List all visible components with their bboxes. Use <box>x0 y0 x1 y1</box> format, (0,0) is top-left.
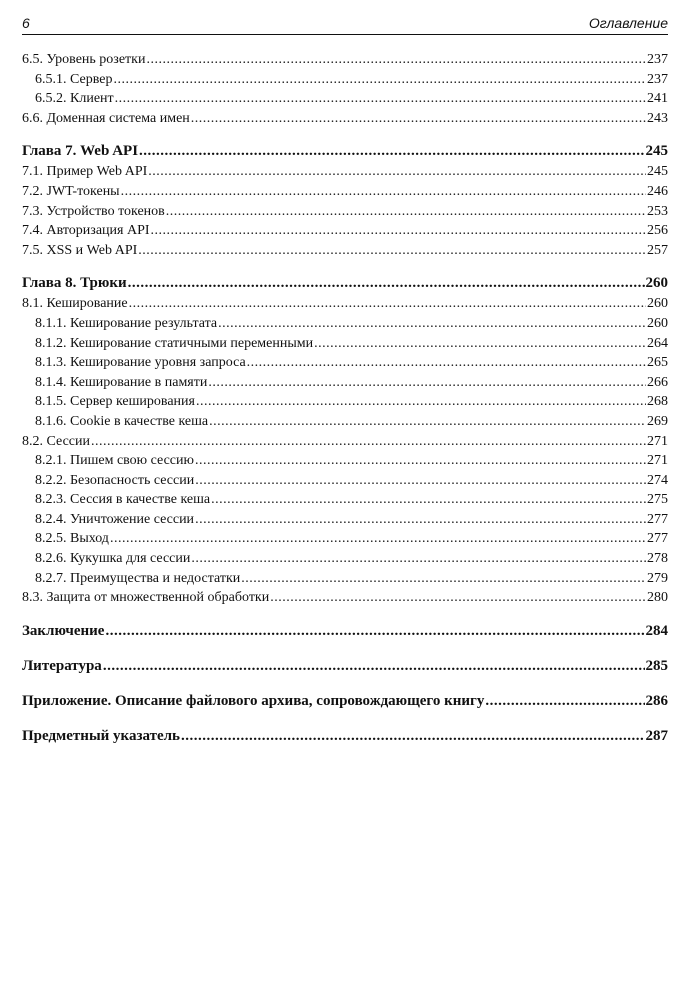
toc-entry[interactable] <box>22 490 668 510</box>
dot-leader <box>91 432 646 452</box>
toc-entry-title: 8.2. Сессии <box>22 433 90 449</box>
dot-leader <box>485 690 644 712</box>
toc-entry-page: 279 <box>647 570 668 586</box>
toc-entry[interactable] <box>22 182 668 202</box>
toc-entry[interactable] <box>22 588 668 608</box>
toc-entry-title: 7.5. XSS и Web API <box>22 242 138 258</box>
toc-entry-page: 278 <box>647 551 668 567</box>
dot-leader <box>138 241 646 261</box>
toc-entry-page: 269 <box>647 413 668 429</box>
toc-entry-page: 284 <box>645 622 668 639</box>
dot-leader <box>103 655 645 677</box>
page-number: 6 <box>22 15 30 31</box>
page-header <box>22 14 668 35</box>
toc-entry[interactable] <box>22 451 668 471</box>
dot-leader <box>113 70 646 90</box>
toc-entry[interactable] <box>22 241 668 261</box>
toc-entry-page: 280 <box>647 590 668 606</box>
toc-entry-title: 8.2.1. Пишем свою сессию <box>35 453 194 469</box>
toc-entry[interactable] <box>22 334 668 354</box>
dot-leader <box>148 162 646 182</box>
dot-leader <box>151 221 646 241</box>
toc-entry-page: 257 <box>647 242 668 258</box>
toc-entry-page: 260 <box>647 296 668 312</box>
toc-entry[interactable] <box>22 353 668 373</box>
toc-entry-page: 245 <box>645 143 668 160</box>
toc-entry-title: 8.1.3. Кеширование уровня запроса <box>35 355 246 371</box>
toc-chapter-entry[interactable] <box>22 690 668 712</box>
toc-chapter-entry[interactable] <box>22 140 668 162</box>
toc-entry[interactable] <box>22 471 668 491</box>
dot-leader <box>115 89 646 109</box>
toc-entry[interactable] <box>22 202 668 222</box>
toc-entry[interactable] <box>22 432 668 452</box>
toc-entry-page: 275 <box>647 492 668 508</box>
toc-entry[interactable] <box>22 294 668 314</box>
toc-entry-page: 271 <box>647 433 668 449</box>
running-title: Оглавление <box>588 15 668 31</box>
dot-leader <box>191 109 646 129</box>
dot-leader <box>270 588 646 608</box>
dot-leader <box>196 392 646 412</box>
toc-entry[interactable] <box>22 412 668 432</box>
toc-entry-title: 6.5. Уровень розетки <box>22 52 146 67</box>
dot-leader <box>195 471 646 491</box>
toc-entry-title: 8.1.5. Сервер кеширования <box>35 394 195 410</box>
toc-entry[interactable] <box>22 70 668 90</box>
toc-entry-title: 8.2.2. Безопасность сессии <box>35 472 195 488</box>
toc-entry-title: 8.1.6. Cookie в качестве кеша <box>35 413 209 429</box>
toc-entry-page: 246 <box>647 183 668 199</box>
toc-entry-title: 7.2. JWT-токены <box>22 183 120 199</box>
toc-entry-page: 243 <box>647 110 668 126</box>
toc-entry-title: 8.2.5. Выход <box>35 531 109 547</box>
toc-entry-title: Приложение. Описание файлового архива, сопровождающего книгу <box>22 692 485 709</box>
dot-leader <box>166 202 646 222</box>
dot-leader <box>218 314 646 334</box>
toc-entry-title: 8.1. Кеширование <box>22 296 128 312</box>
toc-entry-page: 268 <box>647 394 668 410</box>
toc-entry-page: 285 <box>645 657 668 674</box>
toc-entry-page: 253 <box>647 203 668 219</box>
toc-entry-page: 245 <box>647 164 668 180</box>
toc-entry-title: 8.2.4. Уничтожение сессии <box>35 511 195 527</box>
toc-entry-title: Глава 8. Трюки <box>22 275 127 292</box>
toc-chapter-entry[interactable] <box>22 725 668 747</box>
toc-entry-page: 237 <box>647 71 668 87</box>
toc-entry-page: 256 <box>647 223 668 239</box>
dot-leader <box>241 569 646 589</box>
toc-entry-title: 8.2.7. Преимущества и недостатки <box>35 570 241 586</box>
dot-leader <box>195 510 646 530</box>
toc-entry-page: 287 <box>645 727 668 744</box>
toc-entry[interactable] <box>22 109 668 129</box>
toc-entry-title: Литература <box>22 657 102 674</box>
toc-entry-title: 6.5.1. Сервер <box>35 71 113 87</box>
toc-entry-title: Глава 7. Web API <box>22 143 139 160</box>
toc-entry-title: 7.1. Пример Web API <box>22 164 148 180</box>
toc-entry-title: 6.6. Доменная система имен <box>22 110 190 126</box>
toc-entry[interactable] <box>22 529 668 549</box>
toc-entry[interactable] <box>22 50 668 70</box>
toc-entry-page: 241 <box>647 91 668 107</box>
toc-entry[interactable] <box>22 314 668 334</box>
toc-entry-title: 7.3. Устройство токенов <box>22 203 165 219</box>
toc-entry-page: 260 <box>647 315 668 331</box>
toc-entry-title: 6.5.2. Клиент <box>35 91 114 107</box>
toc-entry[interactable] <box>22 373 668 393</box>
toc-entry[interactable] <box>22 549 668 569</box>
toc-chapter-entry[interactable] <box>22 655 668 677</box>
toc-entry-page: 277 <box>647 531 668 547</box>
toc-entry[interactable] <box>22 221 668 241</box>
dot-leader <box>128 272 645 294</box>
dot-leader <box>121 182 646 202</box>
toc-entry-title: 8.3. Защита от множественной обработки <box>22 590 270 606</box>
dot-leader <box>191 549 646 569</box>
dot-leader <box>146 50 646 70</box>
dot-leader <box>181 725 645 747</box>
toc-chapter-entry[interactable] <box>22 620 668 642</box>
toc-entry-page: 274 <box>647 472 668 488</box>
dot-leader <box>314 334 646 354</box>
dot-leader <box>139 140 644 162</box>
dot-leader <box>105 620 644 642</box>
toc-entry-page: 286 <box>645 692 668 709</box>
toc-entry-title: Предметный указатель <box>22 727 180 744</box>
dot-leader <box>211 490 646 510</box>
dot-leader <box>209 412 646 432</box>
dot-leader <box>110 529 646 549</box>
toc-entry-title: 8.2.6. Кукушка для сессии <box>35 551 191 567</box>
toc-entry-title: 8.1.1. Кеширование результата <box>35 315 218 331</box>
toc-entry-page: 277 <box>647 511 668 527</box>
toc-chapter-entry[interactable] <box>22 272 668 294</box>
dot-leader <box>129 294 646 314</box>
toc-entry-title: 8.1.4. Кеширование в памяти <box>35 374 208 390</box>
toc-entry-title: 7.4. Авторизация API <box>22 223 150 239</box>
dot-leader <box>195 451 646 471</box>
toc-entry-page: 271 <box>647 453 668 469</box>
toc-entry-page: 260 <box>645 275 668 292</box>
dot-leader <box>247 353 646 373</box>
toc-entry-title: 8.1.2. Кеширование статичными переменными <box>35 335 314 351</box>
toc-entry-page: 264 <box>647 335 668 351</box>
toc-entry-title: 8.2.3. Сессия в качестве кеша <box>35 492 211 508</box>
toc-entry-page: 266 <box>647 374 668 390</box>
toc-entry-page: 237 <box>647 52 668 67</box>
toc-entry[interactable] <box>22 162 668 182</box>
toc-entry-page: 265 <box>647 355 668 371</box>
toc-entry[interactable] <box>22 89 668 109</box>
toc-entry[interactable] <box>22 569 668 589</box>
table-of-contents <box>22 50 668 747</box>
toc-entry[interactable] <box>22 510 668 530</box>
toc-entry[interactable] <box>22 392 668 412</box>
dot-leader <box>208 373 646 393</box>
toc-entry-title: Заключение <box>22 622 105 639</box>
